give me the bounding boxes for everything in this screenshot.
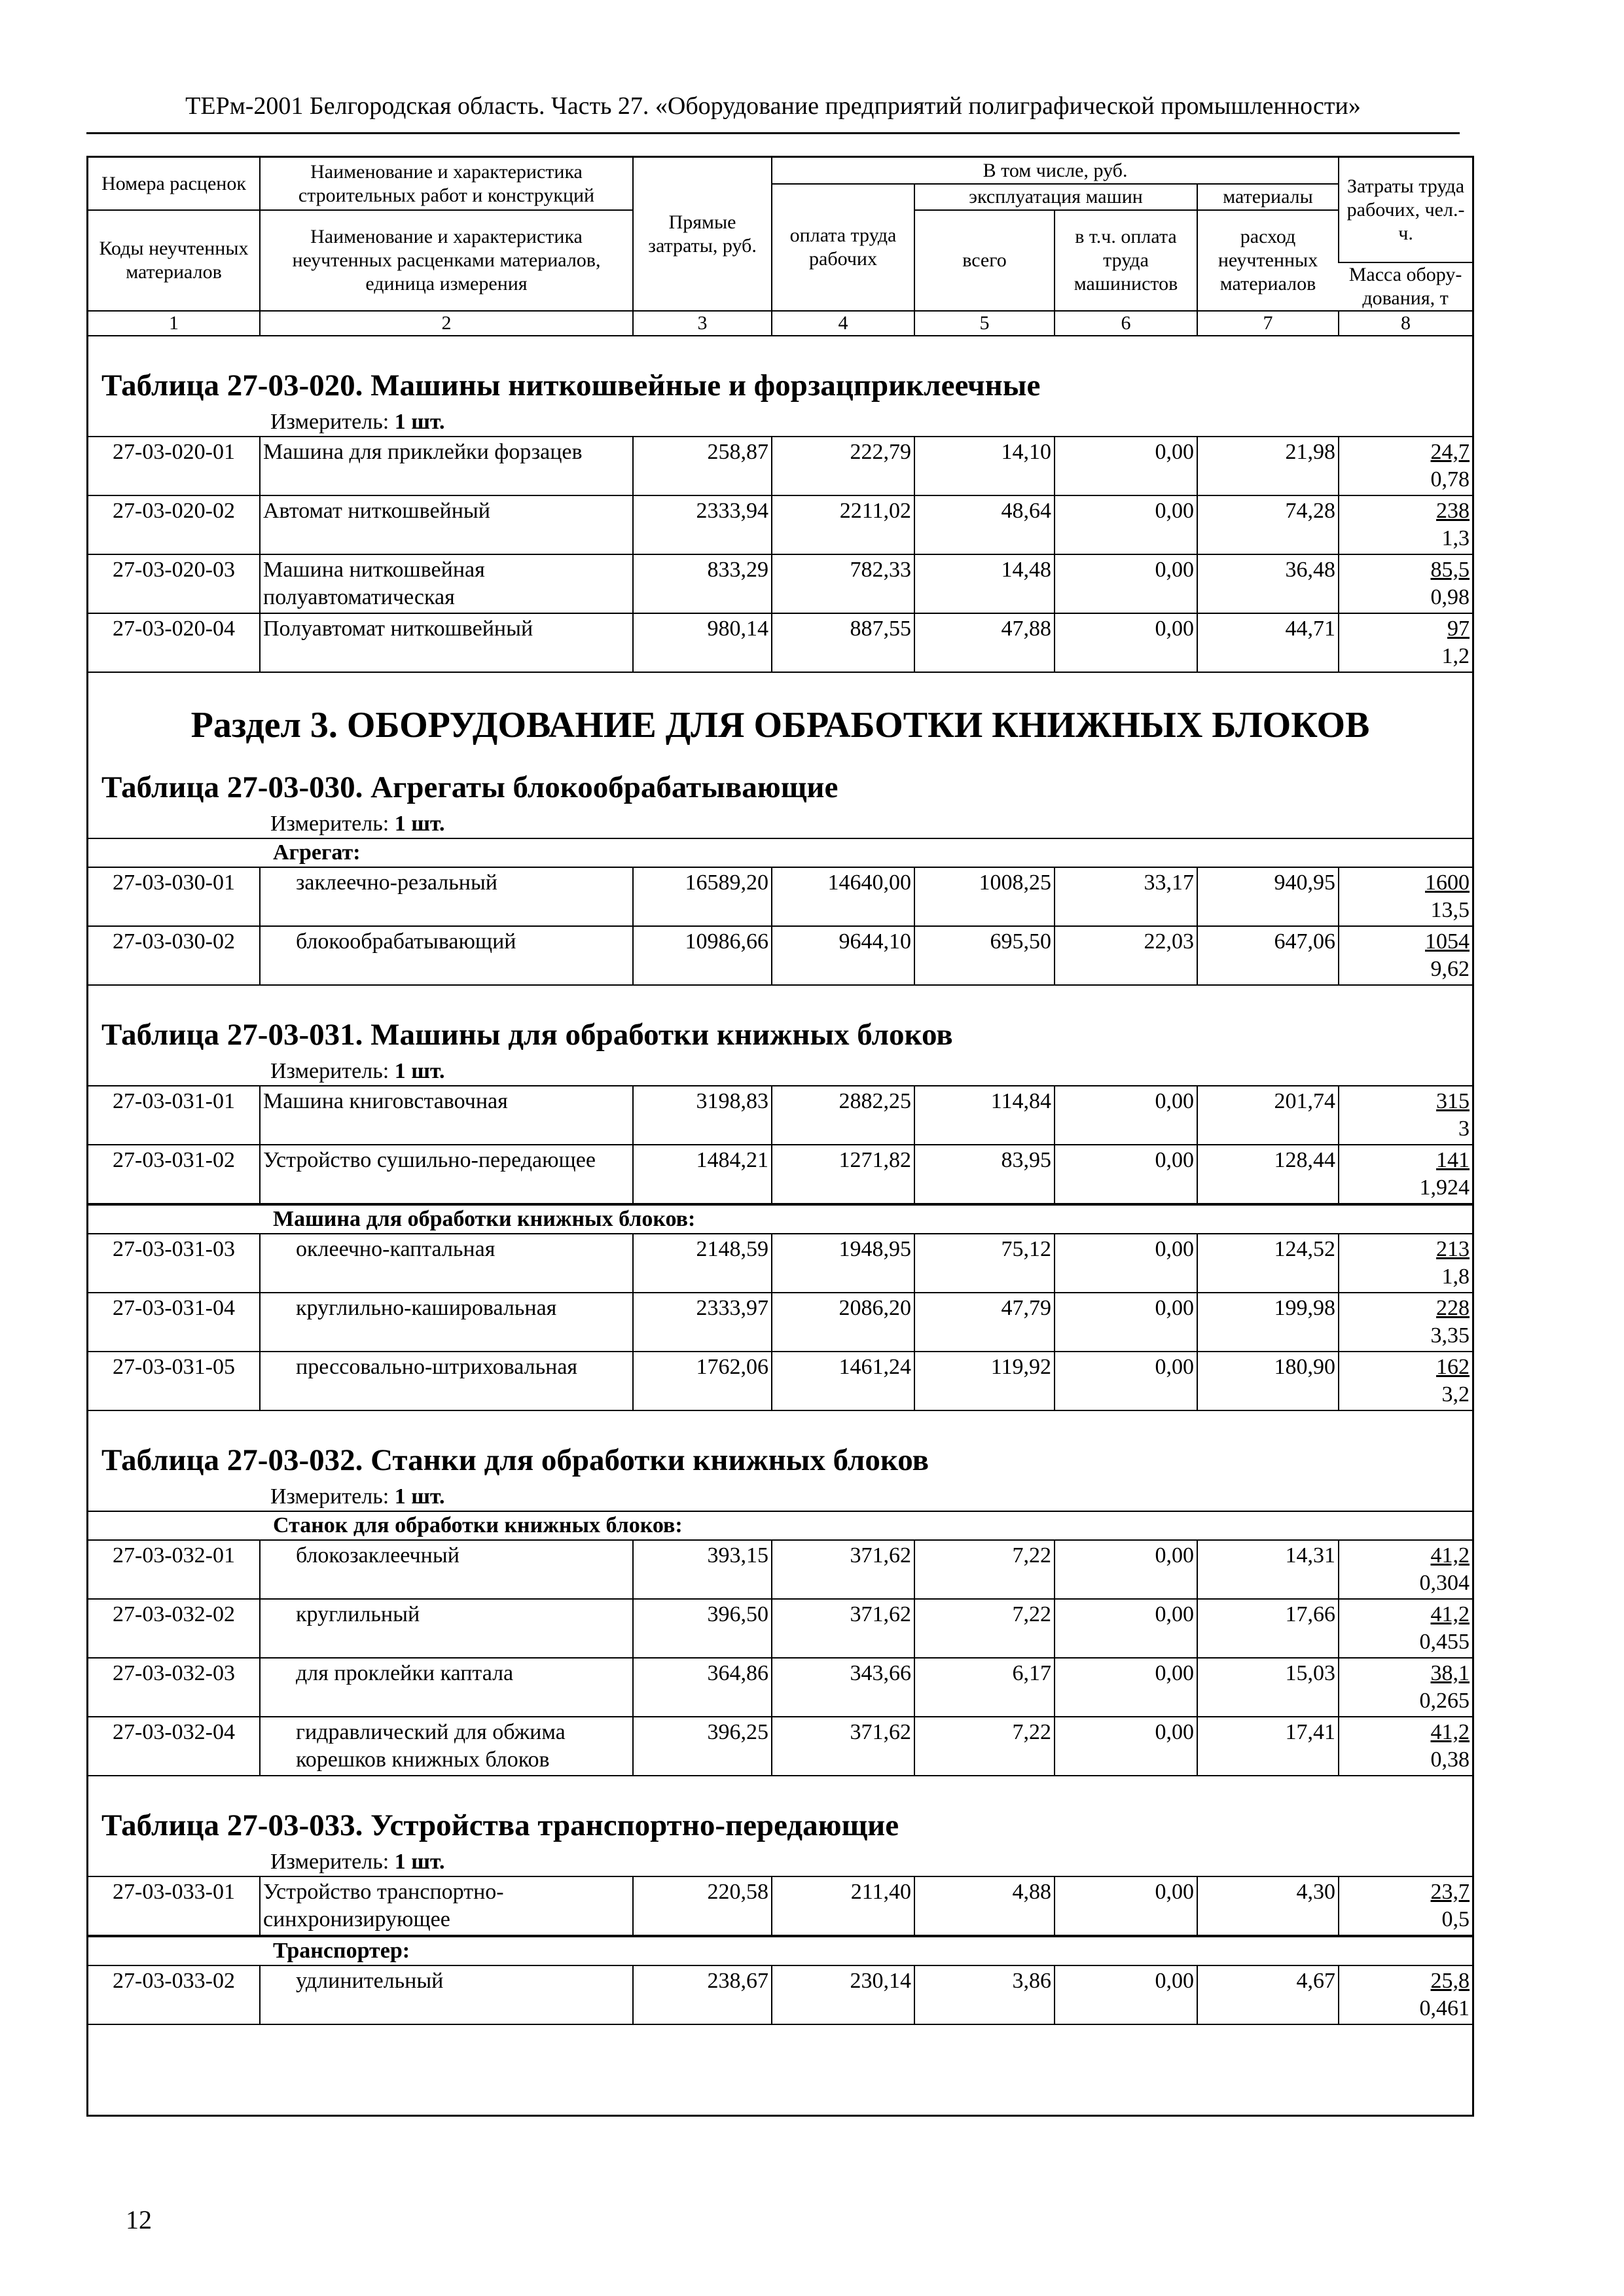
equipment-mass: 3,2 bbox=[1441, 1382, 1470, 1407]
labor-hours: 38,1 bbox=[1430, 1661, 1470, 1685]
equipment-mass: 0,38 bbox=[1430, 1748, 1470, 1772]
equipment-mass: 9,62 bbox=[1430, 957, 1470, 981]
table-title: Таблица 27-03-033. Устройства транспортно-передающие bbox=[101, 1808, 899, 1842]
col-header-material-codes: Коды неучтенных материалов bbox=[88, 210, 260, 311]
running-header: ТЕРм-2001 Белгородская область. Часть 27. «Оборудование предприятий полиграфической промышленности» bbox=[185, 92, 1361, 120]
col-number: 2 bbox=[260, 311, 633, 336]
operator-wages: 33,17 bbox=[1055, 867, 1197, 926]
rate-code: 27-03-032-03 bbox=[88, 1658, 260, 1717]
table-title: Таблица 27-03-032. Станки для обработки книжных блоков bbox=[101, 1443, 929, 1477]
rate-name: оклеечно-каптальная bbox=[260, 1234, 633, 1293]
table-title: Таблица 27-03-020. Машины ниткошвейные и форзацприклеечные bbox=[101, 368, 1041, 403]
worker-wages: 371,62 bbox=[772, 1717, 914, 1776]
labor-and-mass bbox=[1339, 867, 1472, 926]
machines-total: 7,22 bbox=[914, 1717, 1055, 1776]
equipment-mass: 1,2 bbox=[1441, 644, 1470, 668]
labor-and-mass bbox=[1339, 613, 1472, 672]
labor-hours: 141 bbox=[1436, 1148, 1470, 1172]
data-table bbox=[88, 1539, 1472, 1776]
direct-costs: 2333,97 bbox=[633, 1293, 772, 1352]
table-27-03-033 bbox=[88, 1776, 1472, 2025]
machines-total: 695,50 bbox=[914, 926, 1055, 985]
machines-total: 83,95 bbox=[914, 1145, 1055, 1204]
measure-label: Измеритель: bbox=[270, 1850, 389, 1874]
labor-hours: 213 bbox=[1436, 1237, 1470, 1261]
materials-cost: 44,71 bbox=[1197, 613, 1339, 672]
table-27-03-032 bbox=[88, 1411, 1472, 1776]
table-row bbox=[88, 1086, 1472, 1145]
rate-code: 27-03-030-01 bbox=[88, 867, 260, 926]
measure-label: Измеритель: bbox=[270, 1059, 389, 1083]
table-row bbox=[88, 1234, 1472, 1293]
operator-wages: 0,00 bbox=[1055, 613, 1197, 672]
rate-name: Автомат ниткошвейный bbox=[260, 495, 633, 554]
section-title: Раздел 3. ОБОРУДОВАНИЕ ДЛЯ ОБРАБОТКИ КНИЖНЫХ БЛОКОВ bbox=[190, 705, 1370, 745]
materials-cost: 17,66 bbox=[1197, 1599, 1339, 1658]
measure-value: 1 шт. bbox=[394, 1484, 445, 1509]
rate-code: 27-03-031-04 bbox=[88, 1293, 260, 1352]
labor-and-mass bbox=[1339, 437, 1472, 495]
machines-total: 14,10 bbox=[914, 437, 1055, 495]
labor-and-mass bbox=[1339, 1540, 1472, 1599]
equipment-mass: 0,98 bbox=[1430, 585, 1470, 609]
operator-wages: 0,00 bbox=[1055, 1086, 1197, 1145]
col-header-labor: Затраты труда рабочих, чел.-ч. bbox=[1339, 158, 1472, 262]
table-row bbox=[88, 1965, 1472, 2024]
machines-total: 1008,25 bbox=[914, 867, 1055, 926]
materials-cost: 36,48 bbox=[1197, 554, 1339, 613]
materials-cost: 14,31 bbox=[1197, 1540, 1339, 1599]
price-table-frame bbox=[86, 156, 1474, 2117]
labor-hours: 25,8 bbox=[1430, 1969, 1470, 1993]
worker-wages: 887,55 bbox=[772, 613, 914, 672]
direct-costs: 238,67 bbox=[633, 1965, 772, 2024]
direct-costs: 220,58 bbox=[633, 1876, 772, 1935]
measure-line bbox=[88, 810, 1472, 838]
data-table bbox=[88, 1876, 1472, 1936]
rate-name: круглильный bbox=[260, 1599, 633, 1658]
rate-code: 27-03-031-03 bbox=[88, 1234, 260, 1293]
machines-total: 75,12 bbox=[914, 1234, 1055, 1293]
direct-costs: 980,14 bbox=[633, 613, 772, 672]
table-row bbox=[88, 495, 1472, 554]
operator-wages: 0,00 bbox=[1055, 554, 1197, 613]
rate-name: Машина книговставочная bbox=[260, 1086, 633, 1145]
rate-code: 27-03-032-01 bbox=[88, 1540, 260, 1599]
data-table bbox=[88, 1085, 1472, 1204]
labor-and-mass bbox=[1339, 1086, 1472, 1145]
machines-total: 4,88 bbox=[914, 1876, 1055, 1935]
worker-wages: 371,62 bbox=[772, 1540, 914, 1599]
labor-hours: 162 bbox=[1436, 1355, 1470, 1379]
col-number: 5 bbox=[914, 311, 1055, 336]
rate-code: 27-03-033-01 bbox=[88, 1876, 260, 1935]
operator-wages: 0,00 bbox=[1055, 1717, 1197, 1776]
worker-wages: 211,40 bbox=[772, 1876, 914, 1935]
data-table bbox=[88, 867, 1472, 986]
measure-value: 1 шт. bbox=[394, 1059, 445, 1083]
operator-wages: 0,00 bbox=[1055, 437, 1197, 495]
col-header-materials: материалы bbox=[1197, 184, 1339, 210]
direct-costs: 396,50 bbox=[633, 1599, 772, 1658]
equipment-mass: 0,265 bbox=[1419, 1689, 1470, 1713]
equipment-mass: 1,3 bbox=[1441, 526, 1470, 550]
operator-wages: 0,00 bbox=[1055, 1876, 1197, 1935]
machines-total: 47,79 bbox=[914, 1293, 1055, 1352]
worker-wages: 2086,20 bbox=[772, 1293, 914, 1352]
measure-value: 1 шт. bbox=[394, 812, 445, 836]
direct-costs: 396,25 bbox=[633, 1717, 772, 1776]
direct-costs: 393,15 bbox=[633, 1540, 772, 1599]
rate-name: блокообрабатывающий bbox=[260, 926, 633, 985]
labor-and-mass bbox=[1339, 1965, 1472, 2024]
rate-name: прессовально-штриховальная bbox=[260, 1352, 633, 1410]
col-header-in-number: В том числе, руб. bbox=[772, 158, 1339, 184]
column-header-table bbox=[88, 158, 1472, 336]
equipment-mass: 1,924 bbox=[1419, 1175, 1470, 1200]
operator-wages: 22,03 bbox=[1055, 926, 1197, 985]
machines-total: 48,64 bbox=[914, 495, 1055, 554]
col-header-codes: Номера расценок bbox=[88, 158, 260, 210]
labor-hours: 97 bbox=[1447, 617, 1470, 641]
table-row bbox=[88, 1658, 1472, 1717]
measure-line bbox=[88, 1483, 1472, 1511]
operator-wages: 0,00 bbox=[1055, 495, 1197, 554]
rate-code: 27-03-020-04 bbox=[88, 613, 260, 672]
labor-and-mass bbox=[1339, 1717, 1472, 1776]
worker-wages: 1271,82 bbox=[772, 1145, 914, 1204]
rate-name: гидравлический для обжима корешков книжных блоков bbox=[260, 1717, 633, 1776]
equipment-mass: 0,461 bbox=[1419, 1996, 1470, 2020]
labor-and-mass bbox=[1339, 1876, 1472, 1935]
direct-costs: 16589,20 bbox=[633, 867, 772, 926]
table-row bbox=[88, 1599, 1472, 1658]
worker-wages: 222,79 bbox=[772, 437, 914, 495]
group-heading: Станок для обработки книжных блоков: bbox=[88, 1511, 1472, 1539]
operator-wages: 0,00 bbox=[1055, 1540, 1197, 1599]
worker-wages: 2211,02 bbox=[772, 495, 914, 554]
measure-line bbox=[88, 1848, 1472, 1876]
col-number: 4 bbox=[772, 311, 914, 336]
table-row bbox=[88, 1540, 1472, 1599]
col-header-machines: эксплуатация машин bbox=[914, 184, 1197, 210]
rate-code: 27-03-031-01 bbox=[88, 1086, 260, 1145]
col-number: 7 bbox=[1197, 311, 1339, 336]
machines-total: 6,17 bbox=[914, 1658, 1055, 1717]
table-row bbox=[88, 1876, 1472, 1935]
rate-code: 27-03-030-02 bbox=[88, 926, 260, 985]
table-row bbox=[88, 926, 1472, 985]
rate-code: 27-03-033-02 bbox=[88, 1965, 260, 2024]
labor-hours: 41,2 bbox=[1430, 1720, 1470, 1744]
equipment-mass: 0,455 bbox=[1419, 1630, 1470, 1654]
col-header-material-names: Наименование и характеристика неучтенных расценками материалов, единица измерения bbox=[260, 210, 633, 311]
machines-total: 114,84 bbox=[914, 1086, 1055, 1145]
measure-label: Измеритель: bbox=[270, 410, 389, 434]
operator-wages: 0,00 bbox=[1055, 1234, 1197, 1293]
measure-line bbox=[88, 1058, 1472, 1085]
group-heading: Агрегат: bbox=[88, 838, 1472, 867]
equipment-mass: 0,78 bbox=[1430, 467, 1470, 492]
page-number: 12 bbox=[126, 2205, 152, 2234]
equipment-mass: 0,5 bbox=[1441, 1907, 1470, 1931]
col-number: 6 bbox=[1055, 311, 1197, 336]
col-header-direct-costs: Прямые затраты, руб. bbox=[633, 158, 772, 311]
equipment-mass: 13,5 bbox=[1430, 898, 1470, 922]
rate-code: 27-03-031-05 bbox=[88, 1352, 260, 1410]
labor-and-mass bbox=[1339, 1599, 1472, 1658]
rate-code: 27-03-020-03 bbox=[88, 554, 260, 613]
equipment-mass: 1,8 bbox=[1441, 1265, 1470, 1289]
worker-wages: 14640,00 bbox=[772, 867, 914, 926]
operator-wages: 0,00 bbox=[1055, 1352, 1197, 1410]
labor-hours: 238 bbox=[1436, 499, 1470, 523]
table-title: Таблица 27-03-030. Агрегаты блокообрабатывающие bbox=[101, 770, 839, 804]
equipment-mass: 3 bbox=[1458, 1117, 1470, 1141]
rate-code: 27-03-032-04 bbox=[88, 1717, 260, 1776]
table-27-03-031 bbox=[88, 986, 1472, 1411]
labor-and-mass bbox=[1339, 926, 1472, 985]
labor-hours: 85,5 bbox=[1430, 558, 1470, 582]
materials-cost: 647,06 bbox=[1197, 926, 1339, 985]
materials-cost: 124,52 bbox=[1197, 1234, 1339, 1293]
header-rule bbox=[86, 132, 1460, 134]
rate-name: заклеечно-резальный bbox=[260, 867, 633, 926]
rate-name: Полуавтомат ниткошвейный bbox=[260, 613, 633, 672]
rate-name: Устройство сушильно-передающее bbox=[260, 1145, 633, 1204]
rate-name: Устройство транспортно-синхронизирующее bbox=[260, 1876, 633, 1935]
direct-costs: 1762,06 bbox=[633, 1352, 772, 1410]
direct-costs: 3198,83 bbox=[633, 1086, 772, 1145]
machines-total: 14,48 bbox=[914, 554, 1055, 613]
labor-hours: 1054 bbox=[1425, 929, 1470, 954]
materials-cost: 180,90 bbox=[1197, 1352, 1339, 1410]
table-row bbox=[88, 1145, 1472, 1204]
labor-hours: 1600 bbox=[1425, 870, 1470, 895]
worker-wages: 230,14 bbox=[772, 1965, 914, 2024]
col-header-material-usage: расход неучтенных материалов bbox=[1197, 210, 1339, 311]
direct-costs: 1484,21 bbox=[633, 1145, 772, 1204]
direct-costs: 2333,94 bbox=[633, 495, 772, 554]
measure-value: 1 шт. bbox=[394, 410, 445, 434]
machines-total: 7,22 bbox=[914, 1540, 1055, 1599]
direct-costs: 364,86 bbox=[633, 1658, 772, 1717]
materials-cost: 199,98 bbox=[1197, 1293, 1339, 1352]
group-heading: Машина для обработки книжных блоков: bbox=[88, 1204, 1472, 1233]
worker-wages: 1948,95 bbox=[772, 1234, 914, 1293]
table-row bbox=[88, 1717, 1472, 1776]
rate-name: блокозаклеечный bbox=[260, 1540, 633, 1599]
table-row bbox=[88, 1352, 1472, 1410]
labor-and-mass bbox=[1339, 1234, 1472, 1293]
rate-name: для проклейки каптала bbox=[260, 1658, 633, 1717]
data-table bbox=[88, 1233, 1472, 1411]
col-header-mass: Масса обору-дования, т bbox=[1339, 262, 1472, 311]
worker-wages: 1461,24 bbox=[772, 1352, 914, 1410]
materials-cost: 21,98 bbox=[1197, 437, 1339, 495]
worker-wages: 9644,10 bbox=[772, 926, 914, 985]
materials-cost: 940,95 bbox=[1197, 867, 1339, 926]
section-3 bbox=[88, 673, 1472, 751]
direct-costs: 2148,59 bbox=[633, 1234, 772, 1293]
labor-hours: 41,2 bbox=[1430, 1602, 1470, 1626]
operator-wages: 0,00 bbox=[1055, 1145, 1197, 1204]
measure-label: Измеритель: bbox=[270, 812, 389, 836]
labor-and-mass bbox=[1339, 1293, 1472, 1352]
materials-cost: 4,30 bbox=[1197, 1876, 1339, 1935]
labor-hours: 23,7 bbox=[1430, 1880, 1470, 1904]
labor-and-mass bbox=[1339, 495, 1472, 554]
operator-wages: 0,00 bbox=[1055, 1599, 1197, 1658]
labor-hours: 228 bbox=[1436, 1296, 1470, 1320]
labor-and-mass bbox=[1339, 1658, 1472, 1717]
rate-code: 27-03-031-02 bbox=[88, 1145, 260, 1204]
machines-total: 47,88 bbox=[914, 613, 1055, 672]
col-header-wages: оплата труда рабочих bbox=[772, 184, 914, 311]
equipment-mass: 0,304 bbox=[1419, 1571, 1470, 1595]
group-heading: Транспортер: bbox=[88, 1936, 1472, 1965]
table-title: Таблица 27-03-031. Машины для обработки книжных блоков bbox=[101, 1018, 953, 1052]
machines-total: 3,86 bbox=[914, 1965, 1055, 2024]
col-header-works: Наименование и характеристика строительных работ и конструкций bbox=[260, 158, 633, 210]
rate-code: 27-03-020-02 bbox=[88, 495, 260, 554]
worker-wages: 782,33 bbox=[772, 554, 914, 613]
table-row bbox=[88, 613, 1472, 672]
rate-code: 27-03-020-01 bbox=[88, 437, 260, 495]
worker-wages: 2882,25 bbox=[772, 1086, 914, 1145]
operator-wages: 0,00 bbox=[1055, 1658, 1197, 1717]
col-number: 3 bbox=[633, 311, 772, 336]
table-row bbox=[88, 1293, 1472, 1352]
machines-total: 7,22 bbox=[914, 1599, 1055, 1658]
table-row bbox=[88, 867, 1472, 926]
worker-wages: 371,62 bbox=[772, 1599, 914, 1658]
labor-hours: 24,7 bbox=[1430, 440, 1470, 464]
rate-name: круглильно-кашировальная bbox=[260, 1293, 633, 1352]
labor-hours: 41,2 bbox=[1430, 1543, 1470, 1568]
operator-wages: 0,00 bbox=[1055, 1293, 1197, 1352]
labor-and-mass bbox=[1339, 1352, 1472, 1410]
direct-costs: 833,29 bbox=[633, 554, 772, 613]
col-header-machines-total: всего bbox=[914, 210, 1055, 311]
table-row bbox=[88, 554, 1472, 613]
materials-cost: 128,44 bbox=[1197, 1145, 1339, 1204]
rate-name: удлинительный bbox=[260, 1965, 633, 2024]
table-27-03-020 bbox=[88, 336, 1472, 673]
rate-name: Машина для приклейки форзацев bbox=[260, 437, 633, 495]
materials-cost: 15,03 bbox=[1197, 1658, 1339, 1717]
measure-value: 1 шт. bbox=[394, 1850, 445, 1874]
direct-costs: 258,87 bbox=[633, 437, 772, 495]
rate-name: Машина ниткошвейная полуавтоматическая bbox=[260, 554, 633, 613]
col-header-operator-wages: в т.ч. оплата труда машинистов bbox=[1055, 210, 1197, 311]
labor-and-mass bbox=[1339, 554, 1472, 613]
materials-cost: 201,74 bbox=[1197, 1086, 1339, 1145]
rate-code: 27-03-032-02 bbox=[88, 1599, 260, 1658]
labor-hours: 315 bbox=[1436, 1089, 1470, 1113]
equipment-mass: 3,35 bbox=[1430, 1323, 1470, 1348]
measure-label: Измеритель: bbox=[270, 1484, 389, 1509]
data-table bbox=[88, 436, 1472, 673]
col-number: 8 bbox=[1339, 311, 1472, 336]
labor-and-mass bbox=[1339, 1145, 1472, 1204]
col-number: 1 bbox=[88, 311, 260, 336]
worker-wages: 343,66 bbox=[772, 1658, 914, 1717]
table-row bbox=[88, 437, 1472, 495]
materials-cost: 17,41 bbox=[1197, 1717, 1339, 1776]
direct-costs: 10986,66 bbox=[633, 926, 772, 985]
measure-line bbox=[88, 408, 1472, 436]
materials-cost: 4,67 bbox=[1197, 1965, 1339, 2024]
operator-wages: 0,00 bbox=[1055, 1965, 1197, 2024]
table-27-03-030 bbox=[88, 751, 1472, 986]
data-table bbox=[88, 1965, 1472, 2025]
machines-total: 119,92 bbox=[914, 1352, 1055, 1410]
materials-cost: 74,28 bbox=[1197, 495, 1339, 554]
